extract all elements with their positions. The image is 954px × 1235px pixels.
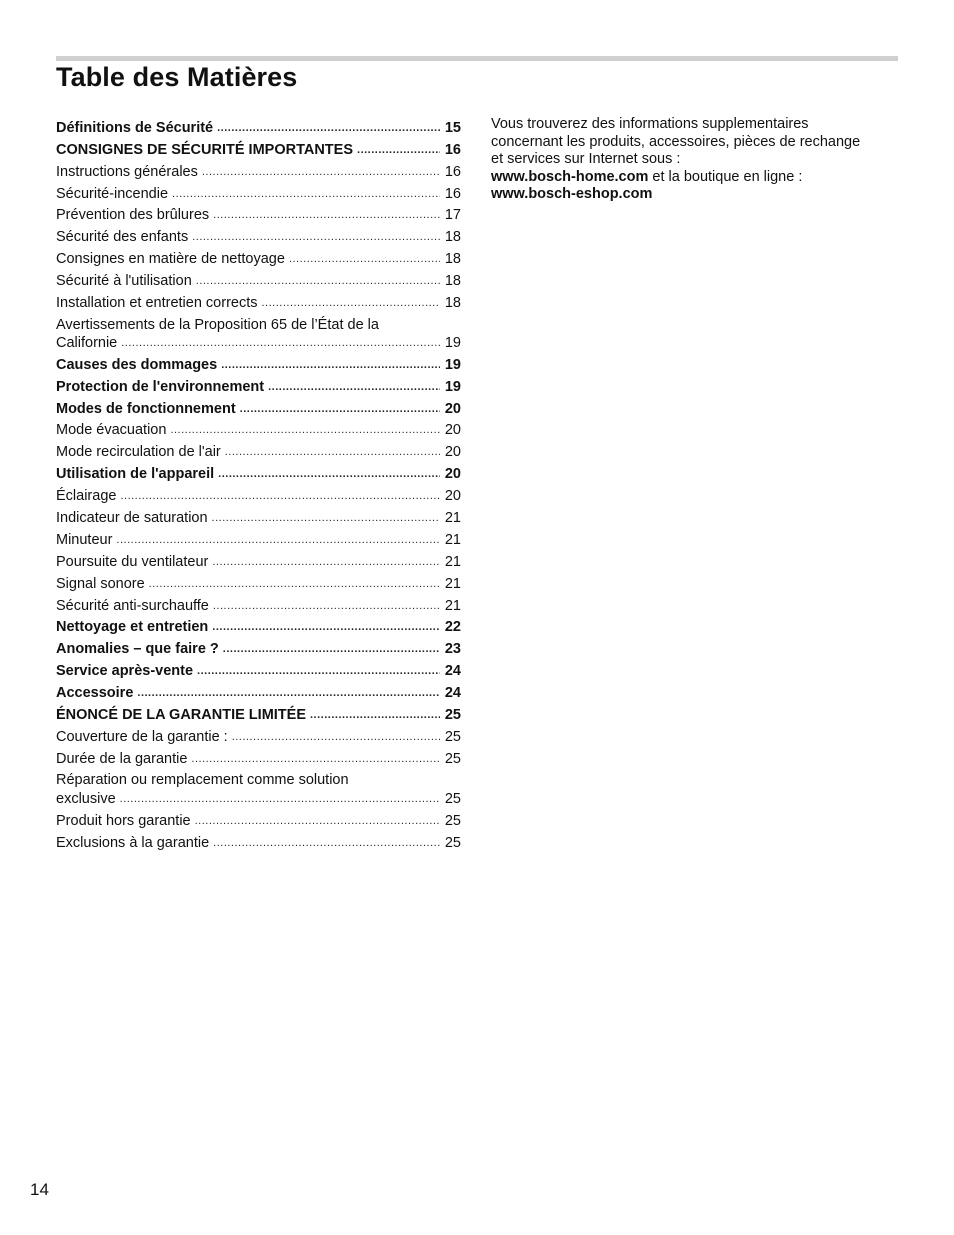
dot-leader xyxy=(268,378,440,396)
toc-entry-label: Couverture de la garantie : xyxy=(56,728,228,745)
dot-leader xyxy=(120,790,440,808)
toc-entry-page: 20 xyxy=(444,444,461,461)
dot-leader xyxy=(196,272,440,290)
toc-entry[interactable] xyxy=(56,418,461,440)
toc-entry-page: 23 xyxy=(444,641,461,658)
dot-leader xyxy=(262,294,441,312)
dot-leader xyxy=(225,443,440,461)
toc-entry-page: 19 xyxy=(444,356,461,373)
dot-leader xyxy=(223,640,440,658)
toc-entry-label: Durée de la garantie xyxy=(56,750,188,767)
toc-entry-page: 25 xyxy=(444,812,461,829)
toc-entry-page: 25 xyxy=(444,790,461,807)
dot-leader xyxy=(191,750,440,768)
toc-entry-page: 25 xyxy=(444,707,461,724)
toc-entry-label: Sécurité des enfants xyxy=(56,229,189,246)
toc-entry-page: 21 xyxy=(444,553,461,570)
dot-leader xyxy=(212,553,440,571)
toc-entry-page: 24 xyxy=(444,663,461,680)
toc-entry-label: Avertissements de la Proposition 65 de l’État de la xyxy=(56,316,379,333)
dot-leader xyxy=(120,487,440,505)
toc-entry-label: Nettoyage et entretien xyxy=(56,619,209,636)
toc-entry-label: Produit hors garantie xyxy=(56,812,191,829)
toc-entry-page: 18 xyxy=(444,295,461,312)
dot-leader xyxy=(137,684,440,702)
toc-entry[interactable] xyxy=(56,224,461,246)
toc-entry[interactable] xyxy=(56,593,461,615)
toc-entry-label: Sécurité-incendie xyxy=(56,185,169,202)
dot-leader xyxy=(221,356,440,374)
toc-entry[interactable] xyxy=(56,724,461,746)
dot-leader xyxy=(213,206,440,224)
toc-entry[interactable] xyxy=(56,290,461,312)
toc-entry-label: ÉNONCÉ DE LA GARANTIE LIMITÉE xyxy=(56,707,306,724)
toc-entry-label: Exclusions à la garantie xyxy=(56,834,210,851)
toc-entry-label: Modes de fonctionnement xyxy=(56,400,236,417)
page-number: 14 xyxy=(30,1180,49,1199)
toc-entry-page: 20 xyxy=(444,488,461,505)
toc-entry-label: Éclairage xyxy=(56,488,117,505)
toc-entry-label: CONSIGNES DE SÉCURITÉ IMPORTANTES xyxy=(56,141,354,158)
toc-entry-page: 24 xyxy=(444,685,461,702)
toc-entry-page: 20 xyxy=(444,400,461,417)
dot-leader xyxy=(218,465,440,483)
toc-entry-label: Définitions de Sécurité xyxy=(56,119,214,136)
dot-leader xyxy=(310,706,440,724)
toc-entry[interactable] xyxy=(56,636,461,658)
toc-entry-page: 25 xyxy=(444,750,461,767)
toc-entry-label: Installation et entretien corrects xyxy=(56,295,258,312)
toc-entry-label: Réparation ou remplacement comme solution xyxy=(56,772,349,789)
toc-entry[interactable] xyxy=(56,768,461,808)
toc-entry-page: 18 xyxy=(444,251,461,268)
toc-entry-label: Sécurité à l'utilisation xyxy=(56,273,192,290)
toc-entry-page: 18 xyxy=(444,229,461,246)
dot-leader xyxy=(217,119,440,137)
dot-leader xyxy=(202,163,440,181)
toc-entry-label: Utilisation de l'appareil xyxy=(56,466,215,483)
toc-entry-page: 19 xyxy=(444,334,461,351)
toc-entry[interactable] xyxy=(56,115,461,137)
toc-entry-page: 20 xyxy=(444,466,461,483)
toc-entry-label: Mode évacuation xyxy=(56,422,167,439)
info-paragraph xyxy=(491,116,861,204)
toc-entry-label: Prévention des brûlures xyxy=(56,207,210,224)
toc-entry[interactable] xyxy=(56,268,461,290)
toc-entry-page: 16 xyxy=(444,163,461,180)
toc-entry[interactable] xyxy=(56,137,461,159)
toc-entry-page: 16 xyxy=(444,141,461,158)
dot-leader xyxy=(172,185,440,203)
toc-entry-label: Anomalies – que faire ? xyxy=(56,641,219,658)
toc-entry-label: Consignes en matière de nettoyage xyxy=(56,251,285,268)
dot-leader xyxy=(212,509,440,527)
toc-entry[interactable] xyxy=(56,246,461,268)
toc-entry-label: exclusive xyxy=(56,790,116,807)
dot-leader xyxy=(357,141,440,159)
toc-entry[interactable] xyxy=(56,571,461,593)
toc-entry[interactable] xyxy=(56,374,461,396)
dot-leader xyxy=(212,618,440,636)
dot-leader xyxy=(192,228,440,246)
toc-entry-page: 16 xyxy=(444,185,461,202)
toc-entry[interactable] xyxy=(56,505,461,527)
dot-leader xyxy=(195,812,440,830)
toc-entry-page: 20 xyxy=(444,422,461,439)
toc-entry-label: Poursuite du ventilateur xyxy=(56,553,209,570)
toc-entry[interactable] xyxy=(56,312,461,352)
toc-entry-label: Californie xyxy=(56,334,118,351)
dot-leader xyxy=(116,531,440,549)
toc-entry[interactable] xyxy=(56,808,461,830)
toc-entry[interactable] xyxy=(56,615,461,637)
toc-entry-label: Sécurité anti-surchauffe xyxy=(56,597,209,614)
toc-entry[interactable] xyxy=(56,181,461,203)
toc-entry[interactable] xyxy=(56,203,461,225)
table-of-contents xyxy=(56,115,461,852)
toc-entry[interactable] xyxy=(56,549,461,571)
toc-entry-label: Service après-vente xyxy=(56,663,194,680)
page-title: Table des Matières xyxy=(56,62,298,92)
dot-leader xyxy=(170,421,440,439)
dot-leader xyxy=(289,250,440,268)
toc-entry[interactable] xyxy=(56,159,461,181)
toc-entry[interactable] xyxy=(56,527,461,549)
toc-entry[interactable] xyxy=(56,702,461,724)
info-text-2: et la boutique en ligne : xyxy=(648,168,803,185)
dot-leader xyxy=(197,662,440,680)
top-rule xyxy=(56,56,898,61)
toc-entry-label: Minuteur xyxy=(56,531,113,548)
toc-entry-label: Mode recirculation de l'air xyxy=(56,444,221,461)
toc-entry-label: Protection de l'environnement xyxy=(56,378,265,395)
dot-leader xyxy=(240,400,440,418)
dot-leader xyxy=(149,575,440,593)
toc-entry-page: 25 xyxy=(444,728,461,745)
toc-entry[interactable] xyxy=(56,680,461,702)
toc-entry-page: 21 xyxy=(444,575,461,592)
toc-entry[interactable] xyxy=(56,830,461,852)
toc-entry-page: 21 xyxy=(444,510,461,527)
dot-leader xyxy=(232,728,440,746)
info-text: Vous trouverez des informations supplementaires concernant les produits, accessoires, pièces de rechange et services sur Internet sous : xyxy=(491,116,861,167)
toc-entry[interactable] xyxy=(56,352,461,374)
toc-entry[interactable] xyxy=(56,461,461,483)
toc-entry-label: Indicateur de saturation xyxy=(56,510,208,527)
toc-entry-page: 25 xyxy=(444,834,461,851)
dot-leader xyxy=(121,334,440,352)
toc-entry-page: 17 xyxy=(444,207,461,224)
toc-entry[interactable] xyxy=(56,746,461,768)
toc-entry[interactable] xyxy=(56,658,461,680)
toc-entry-label: Accessoire xyxy=(56,685,134,702)
toc-entry-page: 19 xyxy=(444,378,461,395)
link-bosch-home[interactable]: www.bosch-home.com xyxy=(491,168,649,185)
link-bosch-eshop[interactable]: www.bosch-eshop.com xyxy=(491,186,653,202)
toc-entry[interactable] xyxy=(56,483,461,505)
toc-entry-page: 15 xyxy=(444,119,461,136)
toc-entry-label: Causes des dommages xyxy=(56,356,218,373)
toc-entry-page: 22 xyxy=(444,619,461,636)
toc-entry-page: 21 xyxy=(444,531,461,548)
toc-entry-label: Signal sonore xyxy=(56,575,145,592)
toc-entry[interactable] xyxy=(56,439,461,461)
dot-leader xyxy=(213,597,440,615)
toc-entry[interactable] xyxy=(56,396,461,418)
toc-entry-label: Instructions générales xyxy=(56,163,198,180)
toc-entry-page: 21 xyxy=(444,597,461,614)
toc-entry-page: 18 xyxy=(444,273,461,290)
dot-leader xyxy=(213,834,440,852)
